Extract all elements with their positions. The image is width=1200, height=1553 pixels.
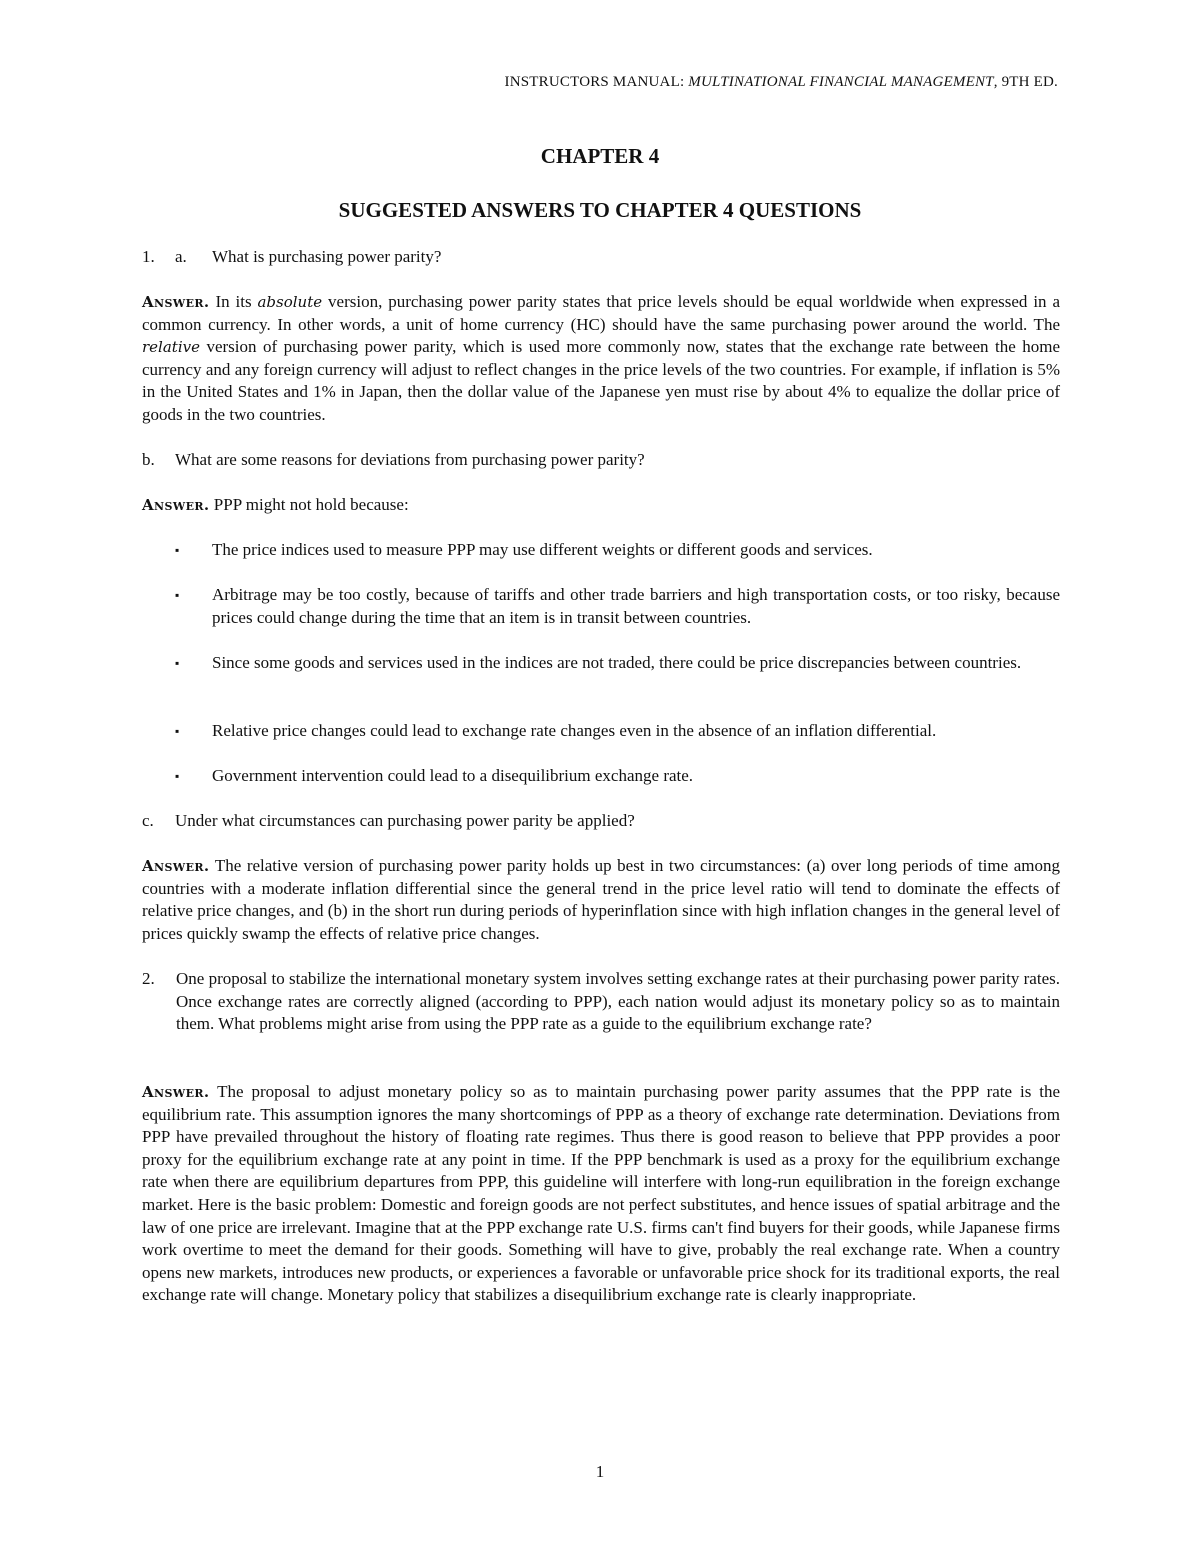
- bullet-icon: ▪: [175, 656, 180, 670]
- bullet-text: Since some goods and services used in the indices are not traded, there could be price discrepancies between countries.: [212, 653, 1022, 672]
- q1c-answer: [142, 855, 1060, 945]
- q1a-answer-part1: In its: [209, 292, 258, 311]
- q1c-question: Under what circumstances can purchasing power parity be applied?: [175, 811, 635, 830]
- bullet-text: The price indices used to measure PPP may use different weights or different goods and services.: [212, 540, 873, 559]
- page-number: 1: [595, 1462, 605, 1481]
- q1a-answer-emph1: absolute: [257, 293, 323, 311]
- bullet-icon: ▪: [175, 769, 180, 783]
- answer-label: Answer.: [142, 1083, 210, 1101]
- q1b-question: What are some reasons for deviations from purchasing power parity?: [175, 450, 645, 469]
- bullet-text: Arbitrage may be too costly, because of tariffs and other trade barriers and high transportation costs, or too risky, because prices could change during the time that an item is in transit between countries.: [212, 585, 1060, 627]
- bullet-icon: ▪: [175, 588, 180, 602]
- list-item: [142, 584, 1060, 629]
- q1b-letter: b.: [142, 450, 155, 469]
- q2-question: One proposal to stabilize the international monetary system involves setting exchange rates at their purchasing power parity rates. Once exchange rates are correctly aligned (according to PPP), each nation would adjust its monetary policy so as to maintain them. What problems might arise from using the PPP rate as a guide to the equilibrium exchange rate?: [176, 969, 1060, 1034]
- q1c-letter: c.: [142, 811, 154, 830]
- running-header: [505, 74, 1058, 91]
- bullet-icon: ▪: [175, 724, 180, 738]
- q2-answer-text: The proposal to adjust monetary policy so as to maintain purchasing power parity assumes that the PPP rate is the equilibrium rate. This assumption ignores the many shortcomings of PPP as a theory of exchange rate determination. Deviations from PPP have prevailed throughout the history of floating rate regimes. Thus there is good reason to believe that PPP provides a poor proxy for the equilibrium exchange rate at any point in time. If the PPP benchmark is used as a proxy for the equilibrium exchange rate when there are equilibrium departures from PPP, this guideline will interfere with long-run equilibration in the foreign exchange market. Here is the basic problem: Domestic and foreign goods are not perfect substitutes, and hence issues of spatial arbitrage and the law of one price are irrelevant. Imagine that at the PPP exchange rate U.S. firms can't find buyers for their goods, while Japanese firms work overtime to meet the demand for their goods. Something will have to give, probably the real exchange rate. When a country opens new markets, introduces new products, or experiences a favorable or unfavorable price shock for its traditional exports, the real exchange rate will change. Monetary policy that stabilizes a disequilibrium exchange rate is clearly inappropriate.: [142, 1082, 1060, 1305]
- header-prefix: INSTRUCTORS MANUAL:: [504, 74, 689, 90]
- list-item: [142, 720, 1060, 743]
- list-item: [142, 652, 1060, 675]
- q1b-answer-intro: PPP might not hold because:: [209, 495, 409, 514]
- answer-label: Answer.: [142, 857, 210, 875]
- bullet-text: Government intervention could lead to a disequilibrium exchange rate.: [212, 766, 694, 785]
- q1a-letter: a.: [175, 247, 187, 266]
- header-suffix: , 9TH ED.: [993, 74, 1058, 90]
- q1a-answer-emph2: relative: [142, 338, 200, 357]
- section-title: SUGGESTED ANSWERS TO CHAPTER 4 QUESTIONS: [338, 198, 862, 222]
- q1b-answer: [142, 494, 1060, 517]
- q1a-answer-part2: version, purchasing power parity states that price levels should be equal worldwide when expressed in a common currency. In other words, a unit of home currency (HC) should have the same purchasing power around the world. The: [142, 292, 1060, 334]
- bullet-icon: ▪: [175, 543, 180, 557]
- q2-block: [142, 968, 1060, 1036]
- q1a-question: What is purchasing power parity?: [212, 247, 442, 266]
- q1-number: 1.: [142, 247, 155, 266]
- q1a-answer-part3: version of purchasing power parity, which is used more commonly now, states that the exchange rate between the home currency and any foreign currency will adjust to reflect changes in the price levels of the two countries. For example, if inflation is 5% in the United States and 1% in Japan, then the dollar value of the Japanese yen must rise by about 4% to equalize the dollar price of goods in the two countries.: [142, 337, 1060, 424]
- q2-answer: [142, 1081, 1060, 1307]
- q1c-answer-text: The relative version of purchasing power parity holds up best in two circumstances: (a) over long periods of time among countries with a moderate inflation differential since the general trend in the price level ratio will tend to dominate the effects of relative price changes, and (b) in the short run during periods of hyperinflation since with high inflation changes in the general level of prices quickly swamp the effects of relative price changes.: [142, 856, 1060, 943]
- header-book-title: MULTINATIONAL FINANCIAL MANAGEMENT: [688, 74, 994, 90]
- answer-label: Answer.: [142, 293, 210, 311]
- chapter-title: CHAPTER 4: [540, 144, 660, 168]
- list-item: [142, 539, 1060, 562]
- list-item: [142, 765, 1060, 788]
- answer-label: Answer.: [142, 496, 210, 514]
- bullet-text: Relative price changes could lead to exchange rate changes even in the absence of an inflation differential.: [212, 721, 937, 740]
- q2-number: 2.: [142, 969, 155, 988]
- q1a-answer: [142, 291, 1060, 427]
